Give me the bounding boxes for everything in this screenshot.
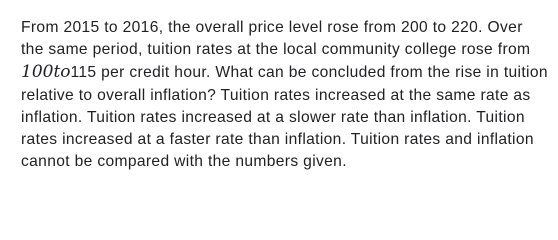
question-text-block bbox=[21, 17, 549, 173]
answer-option-1: Tuition rates increased at the same rate as inflation. bbox=[21, 86, 531, 126]
question-prompt-part-1: From 2015 to 2016, the overall price level rose from 200 to 220. Over the same period, tuition rates at the local community college rose from bbox=[21, 19, 531, 59]
question-prompt-part-2: 115 per credit hour. What can be concluded from the rise in tuition relative to overall inflation? bbox=[21, 64, 548, 104]
question-math-segment: 100to bbox=[21, 62, 71, 83]
answer-option-4: Tuition rates and inflation cannot be compared with the numbers given. bbox=[21, 131, 534, 171]
answer-option-3: Tuition rates increased at a faster rate than inflation. bbox=[21, 108, 525, 149]
answer-option-2: Tuition rates increased at a slower rate than inflation. bbox=[87, 108, 472, 126]
